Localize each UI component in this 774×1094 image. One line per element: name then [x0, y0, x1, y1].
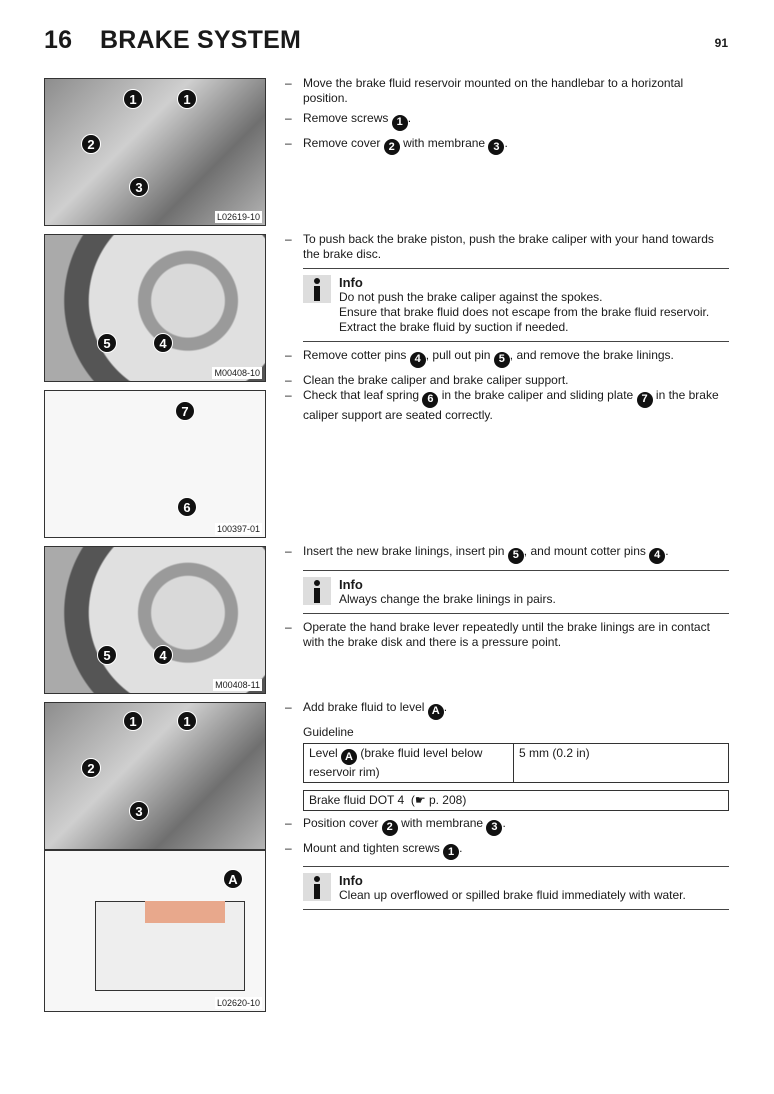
callout: 1: [123, 711, 143, 731]
figure-caption: M00408-10: [214, 368, 260, 378]
callout: 5: [97, 645, 117, 665]
step: – Remove cover 2 with membrane 3 .: [285, 136, 729, 156]
info-box: Info Clean up overflowed or spilled brake fluid immediately with water.: [303, 866, 729, 910]
callout: 3: [129, 801, 149, 821]
step: – To push back the brake piston, push the brake caliper with your hand towards the brake disc.: [285, 232, 729, 262]
step: – Position cover 2 with membrane 3 .: [285, 816, 729, 836]
callout: 1: [177, 89, 197, 109]
figure-caliper: [44, 234, 266, 382]
callout: 6: [177, 497, 197, 517]
info-box: Info Always change the brake linings in pairs.: [303, 570, 729, 614]
callout: 3: [129, 177, 149, 197]
section-remove-linings: [285, 232, 729, 393]
figure-caliper-new: [44, 546, 266, 694]
info-icon: [303, 577, 331, 605]
step: – Clean the brake caliper and brake caliper support.: [285, 373, 729, 388]
callout: 4: [153, 645, 173, 665]
section-check-springs: [285, 388, 729, 428]
chapter-title: BRAKE SYSTEM: [100, 26, 302, 54]
info-icon: [303, 275, 331, 303]
section-remove-cover: [285, 76, 729, 160]
step: – Mount and tighten screws 1 .: [285, 841, 729, 861]
step: – Remove cotter pins 4 , pull out pin 5 , and remove the brake linings.: [285, 348, 729, 368]
figure-caption: L02619-10: [216, 212, 260, 222]
figure-reservoir: [44, 78, 266, 226]
callout: 2: [81, 758, 101, 778]
callout: 1: [392, 115, 408, 131]
section-install-linings: [285, 544, 729, 655]
chapter-number: 16: [44, 26, 73, 54]
page-reference-link[interactable]: p. 208: [428, 793, 463, 807]
step: – Move the brake fluid reservoir mounted on the handlebar to a horizontal position.: [285, 76, 729, 106]
section-fill-fluid: [285, 700, 729, 916]
step: – Add brake fluid to level A .: [285, 700, 729, 720]
guideline-label: Guideline: [303, 724, 354, 739]
figure-exploded-caliper: [44, 390, 266, 538]
callout: 2: [81, 134, 101, 154]
callout: A: [223, 869, 243, 889]
step: – Insert the new brake linings, insert pin 5 , and mount cotter pins 4 .: [285, 544, 729, 564]
step: – Check that leaf spring 6 in the brake caliper and sliding plate 7 in the brake caliper support are seated correctly.: [285, 388, 729, 423]
step: – Operate the hand brake lever repeatedly until the brake linings are in contact with the brake disk and there is a pressure point.: [285, 620, 729, 650]
info-icon: [303, 873, 331, 901]
reference-arrow-icon: ☛: [414, 793, 426, 807]
figure-caption: M00408-11: [215, 680, 260, 690]
guideline-table: Level A (brake fluid level below reservoir rim) 5 mm (0.2 in): [303, 743, 729, 784]
info-box: Info Do not push the brake caliper against the spokes. Ensure that brake fluid does not escape from the brake fluid reservoir. Extract the brake fluid by suction if needed.: [303, 268, 729, 342]
step: – Remove screws 1 .: [285, 111, 729, 131]
callout: 1: [123, 89, 143, 109]
figure-caption: 100397-01: [216, 524, 260, 534]
figure-fluid-level: [44, 850, 266, 1012]
figure-caption: L02620-10: [216, 998, 260, 1008]
page-title: [44, 26, 301, 55]
callout: 7: [175, 401, 195, 421]
page-number: 91: [714, 36, 728, 50]
callout: 5: [97, 333, 117, 353]
fluid-spec: Brake fluid DOT 4 (☛ p. 208): [303, 790, 729, 811]
figure-reservoir-2: [44, 702, 266, 850]
callout: 4: [153, 333, 173, 353]
callout: 1: [177, 711, 197, 731]
